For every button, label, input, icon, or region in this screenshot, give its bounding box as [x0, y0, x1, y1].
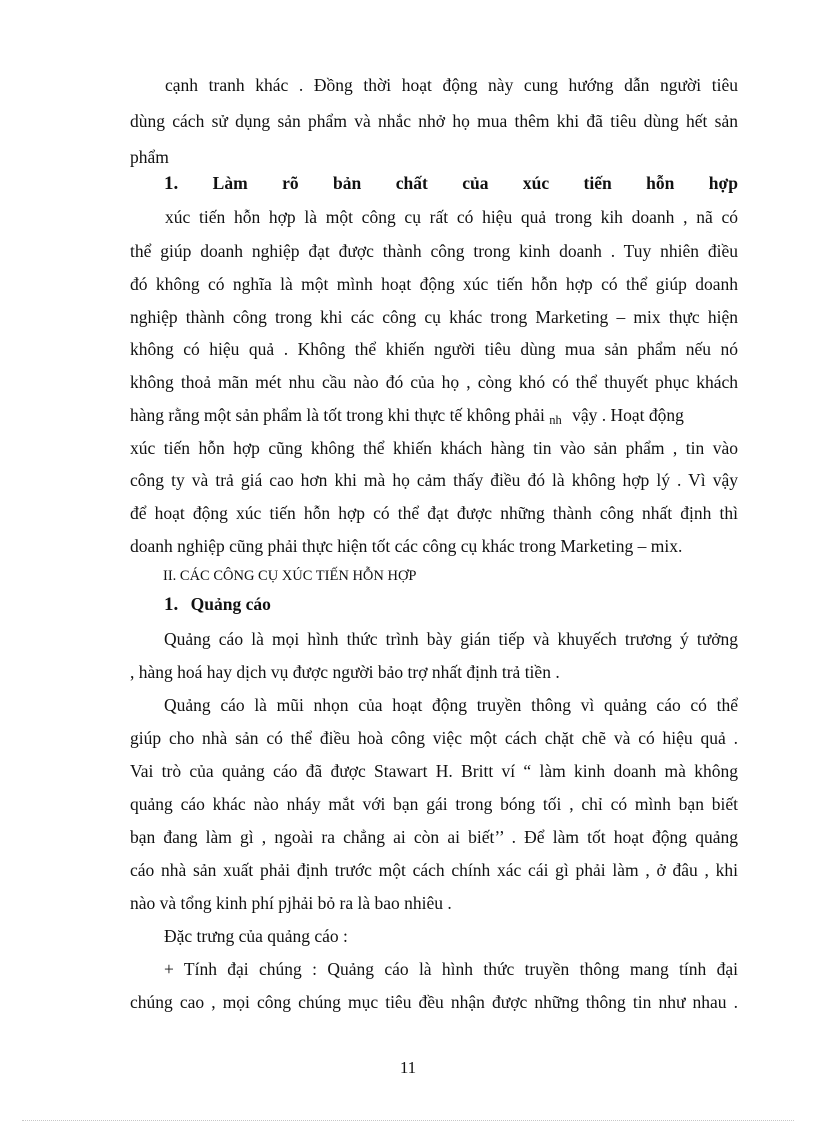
heading-word: hỗn: [646, 173, 675, 193]
section-heading: [164, 172, 738, 195]
heading-word: rõ: [282, 173, 299, 193]
heading-word: hợp: [708, 173, 738, 193]
paragraph-line: doanh nghiệp cũng phải thực hiện tốt các công cụ khác trong Marketing – mix.: [130, 536, 683, 556]
paragraph-line: cáo nhà sản xuất phải định trước một cách chính xác cái gì phải làm , ở đâu , khi: [130, 860, 738, 880]
line-text: vậy . Hoạt động: [572, 405, 684, 425]
paragraph-line: nào và tổng kinh phí pjhải bỏ ra là bao nhiêu .: [130, 893, 452, 913]
heading-word: tiến: [583, 173, 612, 193]
heading-number: 1.: [164, 173, 179, 194]
paragraph-line: Quảng cáo là mũi nhọn của hoạt động truyền thông vì quảng cáo có thể: [164, 695, 738, 715]
paragraph-line: bạn đang làm gì , ngoài ra chẳng ai còn ai biết’’ . Để làm tốt hoạt động quảng: [130, 827, 738, 847]
paragraph-line: phẩm: [130, 147, 169, 167]
page-number: 11: [399, 1058, 417, 1077]
paragraph-line: cạnh tranh khác . Đồng thời hoạt động này cung hướng dẫn người tiêu: [165, 75, 738, 95]
paragraph-line: Quảng cáo là mọi hình thức trình bày gián tiếp và khuyếch trương ý tưởng: [164, 629, 738, 649]
heading-word: bản: [333, 173, 362, 193]
paragraph-line: công ty và trả giá cao hơn khi mà họ cảm thấy điều đó là không hợp lý . Vì vậy: [130, 470, 738, 490]
heading-word: Làm: [212, 173, 248, 193]
page-bottom-rule: [22, 1120, 794, 1121]
paragraph-line: chúng cao , mọi công chúng mục tiêu đều nhận được những thông tin như nhau .: [130, 992, 738, 1012]
paragraph-line: quảng cáo khác nào nháy mắt với bạn gái trong bóng tối , chỉ có mình bạn biết: [130, 794, 738, 814]
heading-number: 1.: [164, 594, 179, 615]
paragraph-line: không có hiệu quả . Không thể khiến người tiêu dùng mua sản phẩm nếu nó: [130, 339, 738, 359]
heading-text: Quảng cáo: [190, 594, 271, 614]
heading-word: xúc: [522, 173, 550, 193]
paragraph-line: không thoả mãn mét nhu cầu nào đó của họ , còng khó có thể thuyết phục khách: [130, 372, 738, 392]
paragraph-line: thể giúp doanh nghiệp đạt được thành công trong kinh doanh . Tuy nhiên điều: [130, 241, 738, 261]
paragraph-line: nghiệp thành công trong khi các công cụ khác trong Marketing – mix thực hiện: [130, 307, 738, 327]
subsection-heading: [164, 593, 271, 616]
heading-word: của: [462, 173, 489, 193]
line-text: hàng rằng một sản phẩm là tốt trong khi thực tế không phải: [130, 405, 545, 425]
paragraph-line: , hàng hoá hay dịch vụ được người bảo trợ nhất định trả tiền .: [130, 662, 560, 682]
paragraph-line: xúc tiến hỗn hợp cũng không thể khiến khách hàng tin vào sản phẩm , tin vào: [130, 438, 738, 458]
paragraph-line: [130, 404, 684, 428]
paragraph-line: Vai trò của quảng cáo đã được Stawart H. Britt ví “ làm kinh doanh mà không: [130, 761, 738, 781]
paragraph-line: Đặc trưng của quảng cáo :: [164, 926, 348, 946]
paragraph-line: để hoạt động xúc tiến hỗn hợp có thể đạt được những thành công nhất định thì: [130, 503, 738, 523]
section-title: II. CÁC CÔNG CỤ XÚC TIẾN HỖN HỢP: [163, 568, 417, 584]
paragraph-line: dùng cách sử dụng sản phẩm và nhắc nhở họ mua thêm khi đã tiêu dùng hết sản: [130, 111, 738, 131]
subscript-fragment: nh: [549, 413, 562, 427]
paragraph-line: giúp cho nhà sản có thể điều hoà công việc một cách chặt chẽ và có hiệu quả .: [130, 728, 738, 748]
heading-word: chất: [395, 173, 428, 193]
paragraph-line: + Tính đại chúng : Quảng cáo là hình thức truyền thông mang tính đại: [164, 959, 738, 979]
paragraph-line: đó không có nghĩa là một mình hoạt động xúc tiến hỗn hợp có thể giúp doanh: [130, 274, 738, 294]
paragraph-line: xúc tiến hỗn hợp là một công cụ rất có hiệu quả trong kih doanh , nã có: [165, 207, 738, 227]
